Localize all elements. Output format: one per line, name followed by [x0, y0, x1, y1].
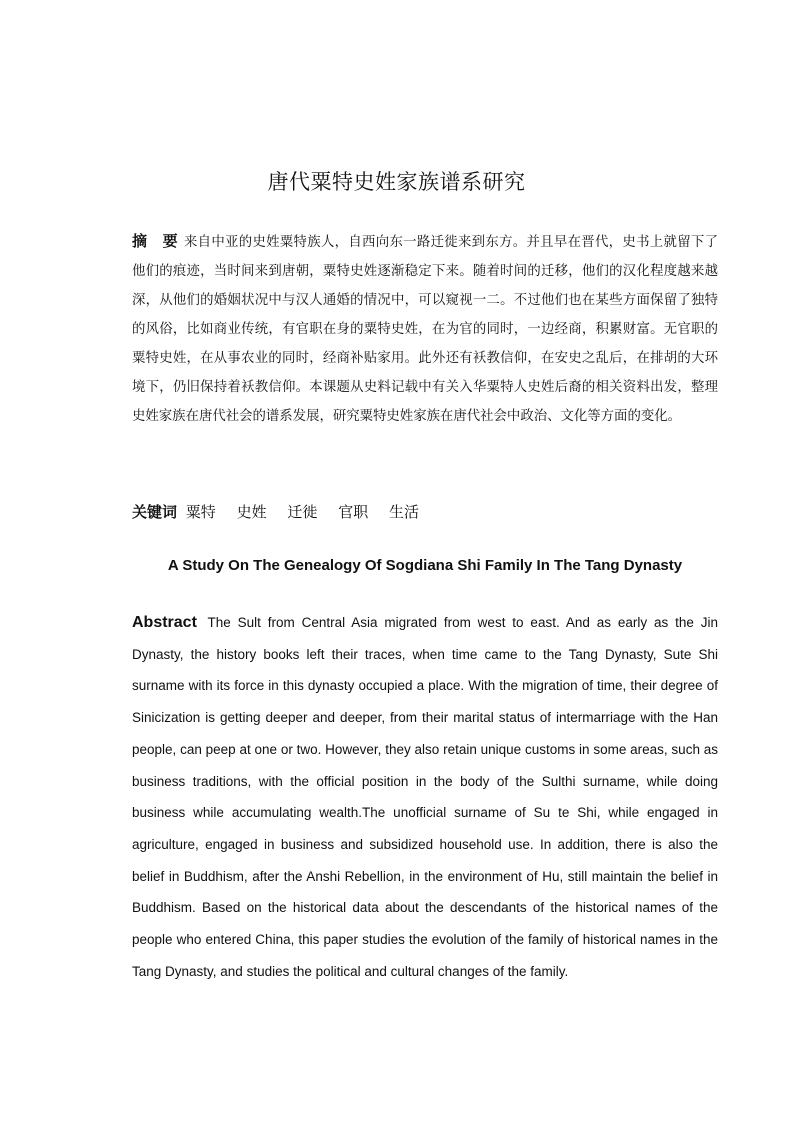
keyword: 生活 [388, 503, 419, 521]
english-abstract-label: Abstract [132, 614, 197, 631]
keyword: 史姓 [236, 503, 267, 521]
chinese-abstract-text: 来自中亚的史姓粟特族人，自西向东一路迁徙来到东方。并且早在晋代，史书上就留下了他们的痕迹，当时间来到唐朝，粟特史姓逐渐稳定下来。随着时间的迁移，他们的汉化程度越来越深，从他们的婚姻状况中与汉人通婚的情况中，可以窥视一二。不过他们也在某些方面保留了独特的风俗，比如商业传统，有官职在身的粟特史姓，在为官的同时，一边经商，积累财富。无官职的粟特史姓，在从事农业的同时，经商补贴家用。此外还有袄教信仰，在安史之乱后，在排胡的大环境下，仍旧保持着袄教信仰。本课题从史料记载中有关入华粟特人史姓后裔的相关资料出发，整理史姓家族在唐代社会的谱系发展，研究粟特史姓家族在唐代社会中政治、文化等方面的变化。 [132, 235, 718, 424]
english-title: A Study On The Genealogy Of Sogdiana Shi Family In The Tang Dynasty [167, 557, 683, 574]
english-abstract [132, 607, 718, 987]
keyword: 迁徙 [287, 503, 318, 521]
chinese-abstract-label: 摘 要 [132, 232, 178, 250]
chinese-keywords-label: 关键词 [132, 503, 178, 521]
keyword: 粟特 [185, 503, 216, 521]
chinese-title: 唐代粟特史姓家族谱系研究 [267, 170, 526, 194]
chinese-keywords [132, 501, 435, 522]
english-abstract-text: The Sult from Central Asia migrated from west to east. And as early as the Jin Dynasty, the history books left their traces, when time came to the Tang Dynasty, Sute Shi surname with its force in this dynasty occupied a place. With the migration of time, their degree of Sinicization is getting deeper and deeper, from their marital status of intermarriage with the Han people, can peep at one or two. However, they also retain unique customs in some areas, such as business traditions, with the official position in the body of the Sulthi surname, while doing business while accumulating wealth.The unofficial surname of Su te Shi, while engaged in agriculture, engaged in business and subsidized household use. In addition, there is also the belief in Buddhism, after the Anshi Rebellion, in the environment of Hu, still maintain the belief in Buddhism. Based on the historical data about the descendants of the historical names of the people who entered China, this paper studies the evolution of the family of historical names in the Tang Dynasty, and studies the political and cultural changes of the family. [132, 615, 718, 979]
chinese-abstract [132, 227, 718, 431]
keyword: 官职 [338, 503, 369, 521]
